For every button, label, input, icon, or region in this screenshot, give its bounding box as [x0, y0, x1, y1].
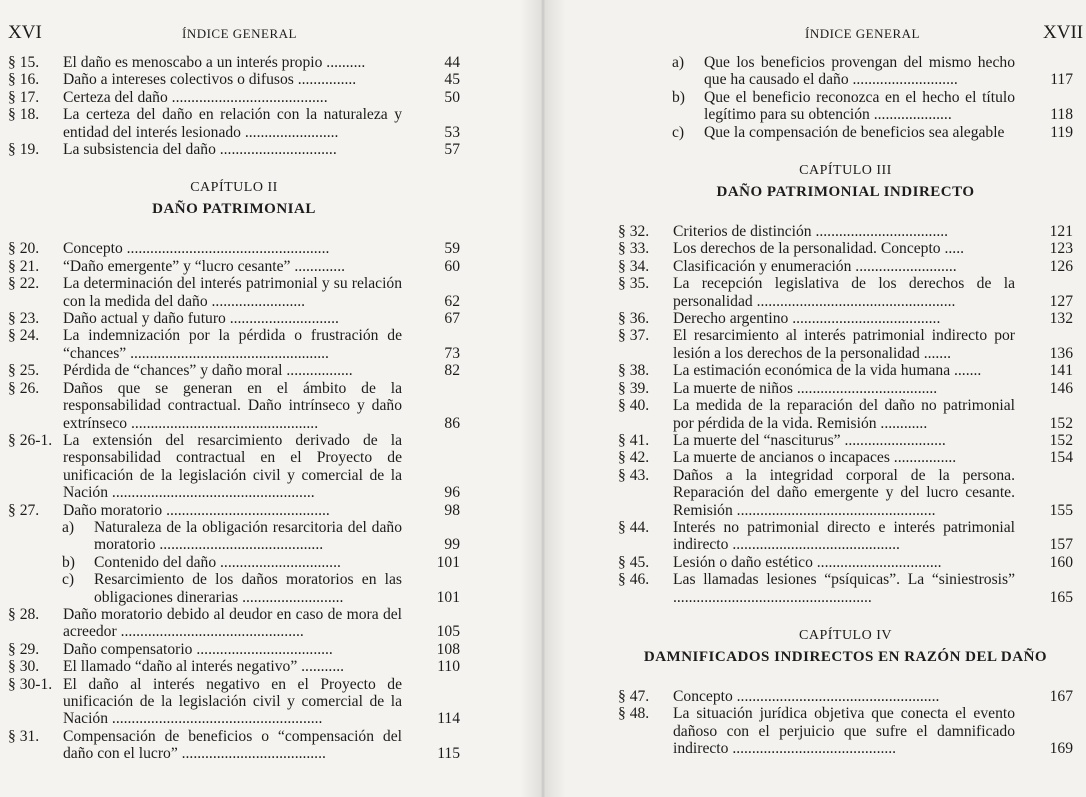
- toc-entry: [618, 380, 1073, 397]
- entry-section-number: § 44.: [618, 518, 650, 536]
- entry-title: La determinación del interés patrimonial y su relación con la medida del daño ........................: [63, 275, 402, 310]
- entry-title: Criterios de distinción ..................................: [673, 223, 949, 241]
- entry-section-number: § 22.: [8, 275, 40, 293]
- entry-title: Los derechos de la personalidad. Concepto .....: [673, 240, 964, 258]
- entry-title: Daño moratorio ..........................................: [63, 501, 330, 519]
- toc-entry: [618, 240, 1073, 257]
- left-toc-main-entries: [8, 240, 460, 762]
- entry-page-number: 57: [444, 141, 460, 159]
- entry-section-number: § 23.: [8, 310, 40, 328]
- entry-section-number: § 37.: [618, 327, 650, 345]
- entry-title: La recepción legislativa de los derechos de la personalidad ...................................................: [673, 275, 1015, 310]
- entry-page-number: 119: [1050, 123, 1073, 141]
- toc-entry: [618, 688, 1073, 705]
- entry-title: Derecho argentino ......................................: [673, 310, 941, 328]
- entry-title: Las llamadas lesiones “psíquicas”. La “siniestrosis” ...................................................: [673, 571, 1015, 606]
- entry-section-number: § 40.: [618, 397, 650, 415]
- toc-entry: [618, 467, 1073, 519]
- toc-entry: [618, 554, 1073, 571]
- entry-title: Contenido del daño ...............................: [94, 553, 341, 571]
- chapter-label: CAPÍTULO II: [190, 180, 278, 196]
- entry-page-number: 169: [1049, 740, 1073, 758]
- entry-section-number: § 39.: [618, 379, 650, 397]
- entry-section-number: a): [62, 518, 75, 536]
- entry-section-number: § 47.: [618, 687, 650, 705]
- right-toc-chapter4-entries: [618, 688, 1073, 758]
- entry-page-number: 60: [444, 257, 460, 275]
- entry-title: Naturaleza de la obligación resarcitoria del daño moratorio ..........................................: [94, 518, 402, 554]
- entry-page-number: 132: [1049, 310, 1073, 328]
- entry-title: El daño es menoscabo a un interés propio ..........: [63, 54, 366, 71]
- entry-title: El daño al interés negativo en el Proyecto de unificación de la legislación civil y comercial de la Nación ......................................................: [63, 675, 402, 728]
- entry-page-number: 123: [1049, 240, 1073, 258]
- entry-page-number: 101: [436, 588, 460, 606]
- chapter-label: CAPÍTULO III: [799, 163, 892, 179]
- entry-page-number: 126: [1049, 257, 1073, 275]
- entry-section-number: § 18.: [8, 106, 40, 124]
- toc-entry: [618, 258, 1073, 275]
- entry-page-number: 115: [437, 745, 460, 763]
- entry-page-number: 110: [437, 658, 460, 676]
- entry-section-number: § 30-1.: [8, 675, 53, 693]
- entry-section-number: § 26.: [8, 379, 40, 397]
- toc-entry: [618, 275, 1073, 310]
- entry-section-number: b): [672, 88, 685, 106]
- toc-entry: [618, 397, 1073, 432]
- right-page: [543, 0, 1086, 797]
- toc-entry: [8, 362, 460, 379]
- toc-subentry: [8, 554, 460, 571]
- chapter-title: DAMNIFICADOS INDIRECTOS EN RAZÓN DEL DAÑO: [643, 648, 1048, 665]
- toc-entry: [618, 327, 1073, 362]
- entry-title: El llamado “daño al interés negativo” ...........: [63, 658, 345, 676]
- entry-page-number: 62: [444, 292, 460, 310]
- toc-entry: [618, 223, 1073, 240]
- entry-section-number: § 21.: [8, 257, 40, 275]
- entry-section-number: § 16.: [8, 71, 40, 89]
- entry-section-number: c): [672, 123, 685, 141]
- chapter-label: CAPÍTULO IV: [799, 627, 892, 643]
- entry-page-number: 114: [437, 710, 460, 728]
- entry-section-number: § 36.: [618, 310, 650, 328]
- entry-page-number: 44: [444, 54, 460, 71]
- entry-section-number: § 15.: [8, 54, 40, 71]
- entry-page-number: 101: [436, 553, 460, 571]
- entry-section-number: § 24.: [8, 327, 40, 345]
- toc-entry: [8, 89, 460, 106]
- toc-entry: [8, 432, 460, 502]
- toc-entry: [8, 275, 460, 310]
- entry-section-number: § 25.: [8, 362, 40, 380]
- entry-page-number: 121: [1049, 223, 1073, 241]
- chapter-title: DAÑO PATRIMONIAL: [152, 201, 316, 218]
- right-toc: [618, 54, 1073, 758]
- toc-entry: [8, 327, 460, 362]
- toc-entry: [8, 106, 460, 141]
- left-folio: XVI: [8, 22, 42, 43]
- entry-title: La muerte del “nasciturus” ..........................: [673, 431, 946, 449]
- toc-entry: [8, 141, 460, 158]
- entry-section-number: § 34.: [618, 257, 650, 275]
- entry-section-number: § 29.: [8, 640, 40, 658]
- entry-title: Daños que se generan en el ámbito de la responsabilidad contractual. Daño intrínseco y daño extrínseco ................................................: [63, 379, 402, 432]
- entry-page-number: 152: [1049, 431, 1073, 449]
- entry-title: La extensión del resarcimiento derivado de la responsabilidad contractual en el Proyecto de unificación de la legislación civil y comercial de la Nación ....................................................: [63, 431, 402, 502]
- entry-title: Daño compensatorio ...................................: [63, 640, 333, 658]
- entry-title: La medida de la reparación del daño no patrimonial por pérdida de la vida. Remisión ............: [673, 397, 1015, 432]
- toc-entry: [618, 571, 1073, 606]
- entry-section-number: § 26-1.: [8, 431, 53, 449]
- entry-title: Interés no patrimonial directo e interés patrimonial indirecto ...........................................: [673, 518, 1015, 554]
- toc-entry: [618, 519, 1073, 554]
- toc-entry: [8, 502, 460, 519]
- toc-entry: [8, 240, 460, 257]
- entry-title: Clasificación y enumeración ..........................: [673, 257, 957, 275]
- entry-page-number: 157: [1049, 536, 1073, 554]
- entry-title: Daño actual y daño futuro ............................: [63, 310, 339, 328]
- entry-page-number: 117: [1050, 71, 1073, 89]
- entry-title: La indemnización por la pérdida o frustración de “chances” ...................................................: [63, 327, 402, 362]
- toc-subentry: [618, 89, 1073, 124]
- entry-section-number: § 30.: [8, 658, 40, 676]
- entry-page-number: 136: [1049, 344, 1073, 362]
- toc-entry: [8, 310, 460, 327]
- entry-page-number: 108: [436, 640, 460, 658]
- toc-entry: [8, 258, 460, 275]
- entry-page-number: 82: [444, 362, 460, 380]
- toc-entry: [8, 380, 460, 432]
- entry-section-number: § 46.: [618, 571, 650, 589]
- entry-section-number: § 17.: [8, 88, 40, 106]
- entry-section-number: c): [62, 571, 75, 589]
- toc-subentry: [8, 519, 460, 554]
- entry-section-number: § 45.: [618, 553, 650, 571]
- right-toc-top-entries: [618, 54, 1073, 141]
- entry-page-number: 59: [444, 240, 460, 258]
- entry-section-number: b): [62, 553, 75, 571]
- entry-page-number: 53: [444, 123, 460, 141]
- entry-title: Compensación de beneficios o “compensación del daño con el lucro” .....................................: [63, 727, 402, 763]
- entry-section-number: § 42.: [618, 449, 650, 467]
- entry-page-number: 99: [444, 536, 460, 554]
- entry-title: El resarcimiento al interés patrimonial indirecto por lesión a los derechos de la personalidad .......: [673, 327, 1015, 362]
- right-folio: XVII: [1043, 22, 1084, 43]
- entry-page-number: 152: [1049, 414, 1073, 432]
- entry-section-number: § 43.: [618, 466, 650, 484]
- left-running-head: ÍNDICE GENERAL: [182, 26, 297, 41]
- toc-entry: [8, 71, 460, 88]
- chapter-title: DAÑO PATRIMONIAL INDIRECTO: [716, 184, 975, 201]
- entry-title: Concepto ....................................................: [673, 687, 940, 705]
- entry-title: Daño moratorio debido al deudor en caso de mora del acreedor ...............................................: [63, 605, 402, 641]
- toc-entry: [8, 728, 460, 763]
- left-toc-top-entries: [8, 54, 460, 158]
- entry-title: Lesión o daño estético ................................: [673, 553, 942, 571]
- right-running-head: ÍNDICE GENERAL: [805, 26, 920, 41]
- entry-section-number: § 38.: [618, 362, 650, 380]
- entry-title: Que los beneficios provengan del mismo hecho que ha causado el daño ...........................: [704, 54, 1015, 89]
- entry-title: Daños a la integridad corporal de la persona. Reparación del daño emergente y del lucro cesante. Remisión ...................................................: [673, 466, 1015, 519]
- entry-page-number: 154: [1049, 449, 1073, 467]
- entry-title: “Daño emergente” y “lucro cesante” .............: [63, 257, 346, 275]
- entry-title: Pérdida de “chances” y daño moral .................: [63, 362, 353, 380]
- toc-entry: [8, 658, 460, 675]
- entry-title: La muerte de ancianos o incapaces ................: [673, 449, 957, 467]
- toc-entry: [618, 310, 1073, 327]
- entry-title: La muerte de niños ....................................: [673, 379, 938, 397]
- entry-section-number: § 27.: [8, 501, 40, 519]
- entry-page-number: 98: [444, 501, 460, 519]
- entry-page-number: 73: [444, 344, 460, 362]
- left-toc: [8, 54, 460, 763]
- entry-section-number: § 19.: [8, 141, 40, 159]
- toc-entry: [8, 606, 460, 641]
- entry-title: Concepto ....................................................: [63, 240, 330, 258]
- entry-section-number: § 31.: [8, 727, 40, 745]
- entry-title: Que el beneficio reconozca en el hecho el título legítimo para su obtención ....................: [704, 88, 1015, 124]
- entry-page-number: 118: [1050, 106, 1073, 124]
- entry-title: La subsistencia del daño ..............................: [63, 141, 337, 159]
- entry-section-number: § 41.: [618, 431, 650, 449]
- entry-section-number: § 28.: [8, 605, 40, 623]
- toc-entry: [618, 705, 1073, 757]
- entry-page-number: 167: [1049, 687, 1073, 705]
- entry-page-number: 67: [444, 310, 460, 328]
- toc-entry: [618, 449, 1073, 466]
- toc-entry: [8, 54, 460, 71]
- toc-entry: [8, 676, 460, 728]
- entry-page-number: 127: [1049, 292, 1073, 310]
- entry-page-number: 45: [444, 71, 460, 89]
- entry-title: La situación jurídica objetiva que conecta el evento dañoso con el perjuicio que sufre el damnificado indirecto ..........................................: [673, 705, 1015, 758]
- entry-title: La estimación económica de la vida humana .......: [673, 362, 982, 380]
- toc-entry: [618, 362, 1073, 379]
- entry-section-number: a): [672, 54, 685, 71]
- entry-page-number: 165: [1049, 588, 1073, 606]
- entry-title: Resarcimiento de los daños moratorios en las obligaciones dinerarias ..........................: [94, 571, 402, 606]
- toc-subentry: [618, 54, 1073, 89]
- entry-page-number: 86: [444, 414, 460, 432]
- entry-page-number: 96: [444, 484, 460, 502]
- entry-title: La certeza del daño en relación con la naturaleza y entidad del interés lesionado ........................: [63, 106, 402, 141]
- entry-page-number: 155: [1049, 501, 1073, 519]
- entry-section-number: § 48.: [618, 705, 650, 723]
- toc-subentry: [618, 124, 1073, 141]
- entry-section-number: § 33.: [618, 240, 650, 258]
- entry-section-number: § 20.: [8, 240, 40, 258]
- entry-title: Que la compensación de beneficios sea alegable: [704, 123, 1005, 141]
- entry-page-number: 105: [436, 623, 460, 641]
- entry-section-number: § 32.: [618, 223, 650, 241]
- entry-title: Certeza del daño ........................................: [63, 88, 328, 106]
- toc-entry: [8, 641, 460, 658]
- entry-page-number: 146: [1049, 379, 1073, 397]
- entry-page-number: 141: [1049, 362, 1073, 380]
- entry-page-number: 160: [1049, 553, 1073, 571]
- toc-entry: [618, 432, 1073, 449]
- entry-section-number: § 35.: [618, 275, 650, 293]
- entry-title: Daño a intereses colectivos o difusos ...............: [63, 71, 357, 89]
- right-toc-main-entries: [618, 223, 1073, 606]
- toc-subentry: [8, 571, 460, 606]
- entry-page-number: 50: [444, 88, 460, 106]
